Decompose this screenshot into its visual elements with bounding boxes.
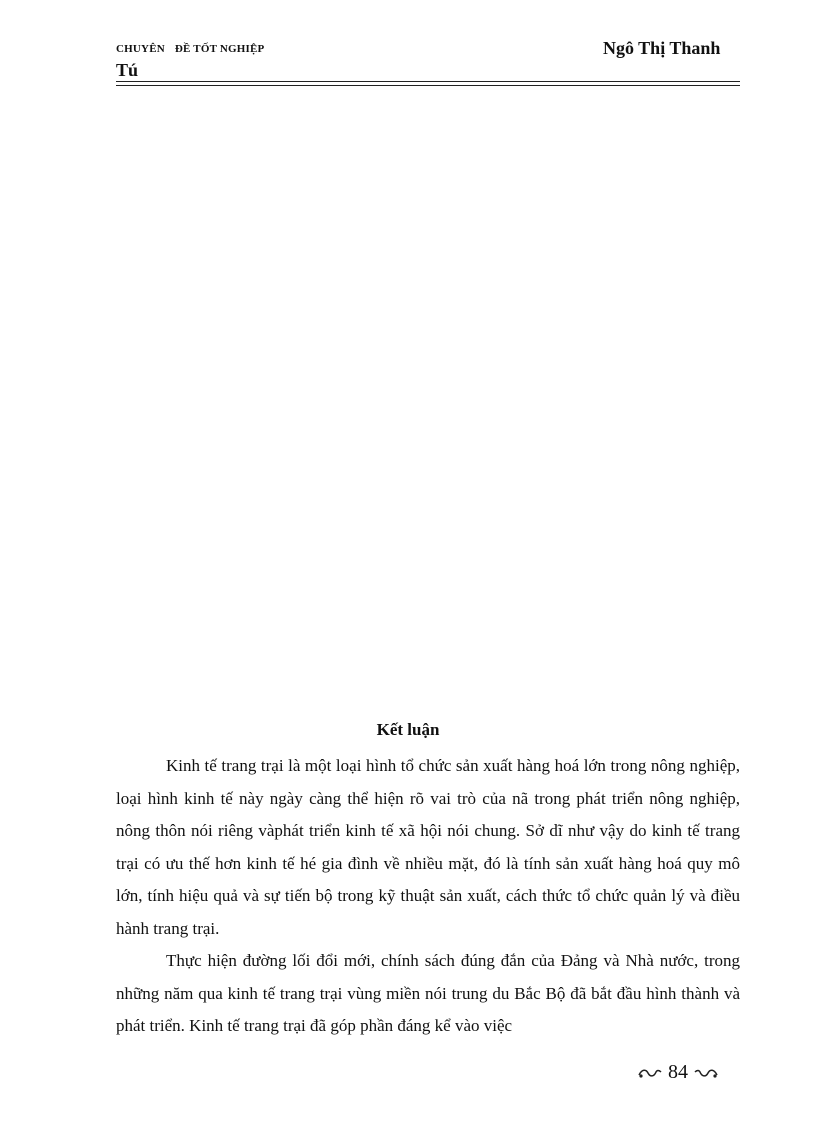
page-number: 84 xyxy=(668,1061,688,1083)
right-flourish-icon xyxy=(694,1067,718,1079)
body-text xyxy=(116,750,740,1043)
header-rule-top xyxy=(116,81,740,82)
header-author-name-continued: Tú xyxy=(116,60,139,80)
header-author-name: Ngô Thị Thanh xyxy=(603,38,721,58)
page-footer xyxy=(638,1061,718,1084)
header-rule-bottom xyxy=(116,85,740,86)
header-title-part2: ĐỀ TỐT NGHIỆP xyxy=(174,43,265,55)
running-header-title xyxy=(116,43,264,55)
paragraph: Kinh tế trang trại là một loại hình tổ chức sản xuất hàng hoá lớn trong nông nghiệp, loại hình kinh tế này ngày càng thể hiện rõ vai trò của nã trong phát triển nông nghiệp, nông thôn nói riêng vàphát triển kinh tế xã hội nói chung. Sở dĩ như vậy do kinh tế trang trại có ưu thế hơn kinh tế hé gia đình về nhiều mặt, đó là tính sản xuất hàng hoá quy mô lớn, tính hiệu quả và sự tiến bộ trong kỹ thuật sản xuất, cách thức tổ chức quản lý và điều hành trang trại. xyxy=(116,756,740,938)
left-flourish-icon xyxy=(638,1067,662,1079)
header-title-part1: CHUYÊN xyxy=(116,43,165,55)
paragraph: Thực hiện đường lối đổi mới, chính sách đúng đắn của Đảng và Nhà nước, trong những năm qua kinh tế trang trại vùng miền nói trung du Bắc Bộ đã bắt đầu hình thành và phát triển. Kinh tế trang trại đã góp phần đáng kể vào việc xyxy=(116,951,740,1035)
section-title: Kết luận xyxy=(376,720,440,739)
